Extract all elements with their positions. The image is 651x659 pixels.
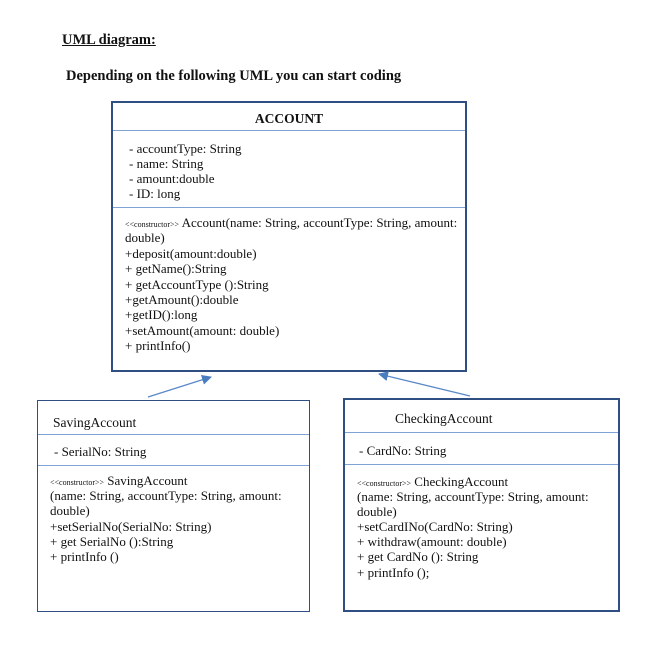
account-method: +setAmount(amount: double) (125, 323, 280, 338)
saving-method: +setSerialNo(SerialNo: String) (50, 519, 212, 534)
checking-to-account-arrow (379, 374, 470, 396)
checking-method: + get CardNo (): String (357, 549, 479, 564)
account-method: +getID():long (125, 307, 198, 322)
constructor-stereotype: <<constructor>> (50, 478, 105, 487)
saving-method: + get SerialNo ():String (50, 534, 174, 549)
account-method: + getName():String (125, 261, 227, 276)
diagram-subheading: Depending on the following UML you can start coding (66, 68, 402, 84)
account-method: +getAmount():double (125, 292, 239, 307)
checking-method: + withdraw(amount: double) (357, 534, 507, 549)
constructor-stereotype: <<constructor>> (125, 220, 180, 229)
account-class-name: ACCOUNT (254, 111, 324, 126)
account-constructor-signature: Account(name: String, accountType: String, amount: (179, 215, 458, 230)
account-attribute: - accountType: String (129, 141, 242, 156)
saving-constructor-signature: SavingAccount (104, 473, 188, 488)
account-attribute: - amount:double (129, 171, 215, 186)
diagram-heading: UML diagram: (62, 32, 156, 48)
saving-to-account-arrow (148, 377, 211, 397)
saving-account-class-name: SavingAccount (53, 415, 137, 430)
constructor-stereotype: <<constructor>> (357, 479, 412, 488)
account-method: + getAccountType ():String (125, 277, 269, 292)
checking-method: +setCardINo(CardNo: String) (357, 519, 513, 534)
checking-constructor-cont: (name: String, accountType: String, amount: (357, 489, 589, 504)
account-attribute: - ID: long (129, 186, 181, 201)
saving-constructor-cont: double) (50, 503, 90, 518)
saving-method: + printInfo () (50, 549, 119, 564)
account-attribute: - name: String (129, 156, 204, 171)
saving-attribute: - SerialNo: String (54, 444, 147, 459)
checking-attribute: - CardNo: String (359, 443, 447, 458)
account-method: +deposit(amount:double) (125, 246, 257, 261)
account-constructor-cont: double) (125, 230, 165, 245)
saving-constructor-cont: (name: String, accountType: String, amount: (50, 488, 282, 503)
account-method: + printInfo() (125, 338, 191, 353)
checking-constructor-signature: CheckingAccount (411, 474, 509, 489)
checking-account-class-name: CheckingAccount (395, 411, 493, 426)
checking-method: + printInfo (); (357, 565, 430, 580)
checking-constructor-cont: double) (357, 504, 397, 519)
